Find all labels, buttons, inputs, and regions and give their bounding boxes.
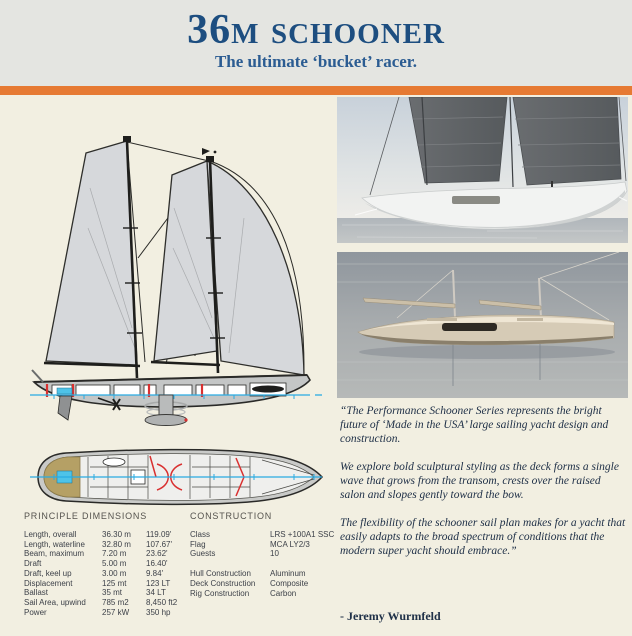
construction-table bbox=[190, 511, 340, 598]
dimensions-heading: PRINCIPLE DIMENSIONS bbox=[24, 511, 148, 521]
quote-block bbox=[340, 404, 628, 572]
dimension-imperial-value: 107.67' bbox=[146, 539, 172, 549]
dimension-label: Draft bbox=[24, 559, 42, 569]
dimension-row bbox=[24, 569, 184, 579]
dimension-imperial-value: 119.09' bbox=[146, 530, 172, 539]
dimension-label: Beam, maximum bbox=[24, 549, 85, 559]
fore-sail bbox=[513, 97, 621, 185]
construction-label: Hull Construction bbox=[190, 569, 251, 579]
dimension-label: Length, overall bbox=[24, 530, 77, 539]
dimension-metric-value: 35 mt bbox=[102, 588, 123, 598]
construction-value: 10 bbox=[270, 549, 279, 559]
dimension-metric-value: 7.20 m bbox=[102, 549, 127, 559]
dimension-label: Draft, keel up bbox=[24, 568, 72, 578]
construction-label: Class bbox=[190, 530, 211, 539]
quote-paragraph: “The Performance Schooner Series represents the bright future of ‘Made in the USA’ large sailing yacht design and construction. bbox=[340, 405, 609, 445]
crew-figure bbox=[551, 181, 553, 187]
masthead-cap bbox=[123, 136, 131, 142]
quote-paragraph: The flexibility of the schooner sail plan makes for a yacht that easily adapts to the broad spectrum of conditions that the modern super yacht should embrace.” bbox=[340, 517, 626, 557]
dimension-label: Sail Area, upwind bbox=[24, 597, 86, 607]
deck-plan bbox=[30, 450, 322, 505]
construction-value: Aluminum bbox=[270, 569, 306, 579]
principle-dimensions-table bbox=[24, 511, 184, 617]
dimension-row bbox=[24, 579, 184, 589]
rudder bbox=[58, 396, 72, 420]
page-title: 36m schooner bbox=[187, 7, 445, 53]
dimension-row bbox=[24, 530, 184, 540]
dimension-metric-value: 3.00 m bbox=[102, 568, 127, 578]
sailing-render-image bbox=[337, 97, 628, 243]
dimension-row bbox=[24, 608, 184, 618]
construction-row bbox=[190, 540, 340, 550]
dimension-label: Ballast bbox=[24, 588, 49, 598]
dimension-row bbox=[24, 598, 184, 608]
construction-row bbox=[190, 579, 340, 589]
page-subtitle: The ultimate ‘bucket’ racer. bbox=[214, 52, 418, 71]
dimension-imperial-value: 16.40' bbox=[146, 559, 168, 569]
dimension-imperial-value: 9.84' bbox=[146, 568, 164, 578]
construction-value: MCA LY2/3 bbox=[270, 539, 310, 549]
schooner-drawing-svg bbox=[14, 98, 324, 510]
accent-divider bbox=[0, 86, 632, 95]
construction-row bbox=[190, 569, 340, 579]
dimensions-rows bbox=[24, 530, 184, 617]
dimension-metric-value: 5.00 m bbox=[102, 559, 127, 569]
dimension-label: Power bbox=[24, 607, 47, 617]
construction-label: Deck Construction bbox=[190, 578, 256, 588]
header bbox=[0, 0, 632, 86]
dimension-label: Length, waterline bbox=[24, 539, 85, 549]
construction-value: Composite bbox=[270, 578, 309, 588]
dimension-row bbox=[24, 588, 184, 598]
dimension-imperial-value: 34 LT bbox=[146, 588, 166, 598]
sail-plan-illustration bbox=[14, 98, 324, 510]
construction-rows bbox=[190, 530, 340, 598]
dimension-metric-value: 785 m2 bbox=[102, 597, 129, 607]
construction-label: Rig Construction bbox=[190, 588, 250, 598]
tender-silhouette bbox=[252, 386, 284, 393]
quote-attribution: - Jeremy Wurmfeld bbox=[340, 609, 441, 623]
dimension-imperial-value: 23.62' bbox=[146, 549, 168, 559]
dimension-metric-value: 125 mt bbox=[102, 578, 127, 588]
dimension-metric-value: 36.30 m bbox=[102, 530, 131, 539]
dimension-metric-value: 32.80 m bbox=[102, 539, 131, 549]
dimension-imperial-value: 8,450 ft2 bbox=[146, 597, 178, 607]
lifting-keel bbox=[159, 395, 173, 417]
dimension-row bbox=[24, 549, 184, 559]
dimension-imperial-value: 123 LT bbox=[146, 578, 171, 588]
anchored-render-image bbox=[337, 252, 628, 398]
dimension-label: Displacement bbox=[24, 578, 73, 588]
construction-value: LRS +100A1 SSC bbox=[270, 530, 335, 539]
dimension-row bbox=[24, 559, 184, 569]
construction-label: Guests bbox=[190, 549, 216, 559]
dimension-row bbox=[24, 540, 184, 550]
quote-paragraph: We explore bold sculptural styling as the deck forms a single wave that grows from the transom, crests over the raised salon and slopes gently toward the bow. bbox=[340, 461, 619, 501]
dimension-metric-value: 257 kW bbox=[102, 607, 130, 617]
aft-sail bbox=[409, 97, 507, 183]
construction-row bbox=[190, 589, 340, 599]
construction-row bbox=[190, 549, 340, 559]
construction-heading: CONSTRUCTION bbox=[190, 511, 273, 521]
construction-row bbox=[190, 530, 340, 540]
construction-label: Flag bbox=[190, 539, 206, 549]
dimension-imperial-value: 350 hp bbox=[146, 607, 171, 617]
construction-value: Carbon bbox=[270, 588, 297, 598]
